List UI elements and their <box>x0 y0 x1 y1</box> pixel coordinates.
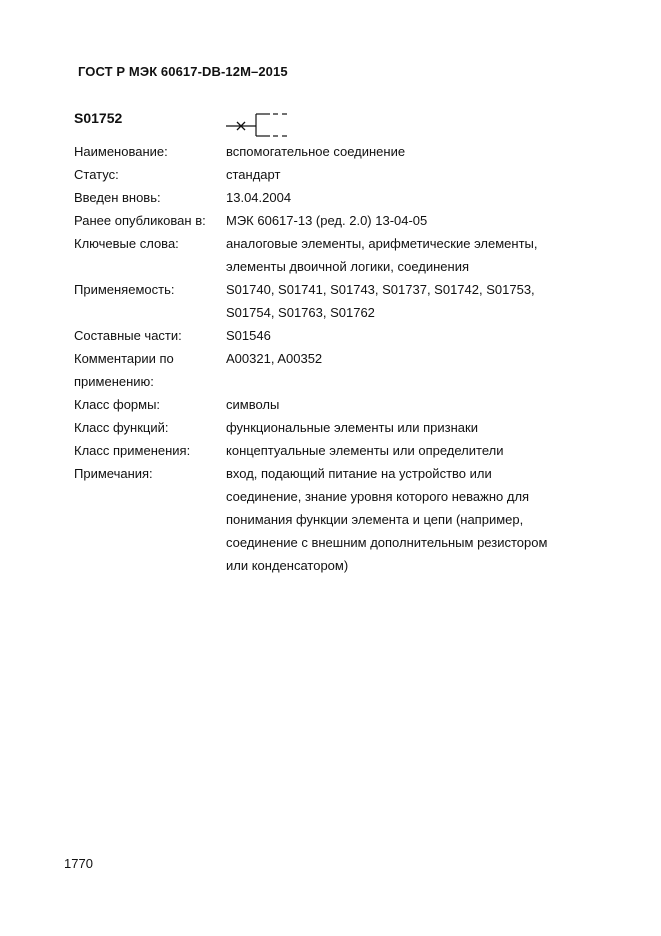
attr-value <box>226 232 594 278</box>
attr-value-line: символы <box>226 397 280 412</box>
attr-value-line: понимания функции элемента и цепи (например, <box>226 512 524 527</box>
attr-value <box>226 439 594 462</box>
attr-value-line: соединение, знание уровня которого неважно для <box>226 489 530 504</box>
document-standard-header: ГОСТ Р МЭК 60617-DB-12M–2015 <box>78 64 288 79</box>
attr-value-line: элементы двоичной логики, соединения <box>226 259 470 274</box>
attr-label: Статус: <box>74 167 119 182</box>
auxiliary-connection-symbol-icon <box>226 108 296 140</box>
attr-value <box>226 209 594 232</box>
attr-row-introduced <box>74 186 594 209</box>
attr-row-notes <box>74 462 594 577</box>
attr-value <box>226 462 594 577</box>
attr-value <box>226 370 594 393</box>
attr-row-components <box>74 324 594 347</box>
attr-row-applicability <box>74 278 594 324</box>
attr-value-line: функциональные элементы или признаки <box>226 420 478 435</box>
attr-label: Класс формы: <box>74 397 161 412</box>
page-number: 1770 <box>64 856 93 871</box>
attr-label: Класс функций: <box>74 420 169 435</box>
attr-label: Ключевые слова: <box>74 236 179 251</box>
attr-row-function-class <box>74 416 594 439</box>
attr-value-line: концептуальные элементы или определители <box>226 443 504 458</box>
attr-value-line: МЭК 60617-13 (ред. 2.0) 13-04-05 <box>226 213 428 228</box>
attr-value <box>226 140 594 163</box>
attr-label: Комментарии по <box>74 351 174 366</box>
attr-value-line: стандарт <box>226 167 281 182</box>
attr-value <box>226 278 594 324</box>
attr-row-application-class <box>74 439 594 462</box>
attr-row-published <box>74 209 594 232</box>
attr-row-name <box>74 140 594 163</box>
attr-value <box>226 393 594 416</box>
attr-row-status <box>74 163 594 186</box>
attr-value <box>226 186 594 209</box>
attr-value-line: аналоговые элементы, арифметические элементы, <box>226 236 538 251</box>
attr-label: Ранее опубликован в: <box>74 213 206 228</box>
attr-value <box>226 347 594 370</box>
entry-code: S01752 <box>74 110 123 126</box>
attr-row-comments <box>74 347 594 370</box>
attr-value-line: или конденсатором) <box>226 558 349 573</box>
attr-value-line: 13.04.2004 <box>226 190 292 205</box>
attr-label: Составные части: <box>74 328 182 343</box>
attr-row-comments-cont <box>74 370 594 393</box>
attr-label: Применяемость: <box>74 282 175 297</box>
attr-label: Введен вновь: <box>74 190 161 205</box>
attr-value-line: S01740, S01741, S01743, S01737, S01742, S01753, <box>226 282 535 297</box>
attr-label: Класс применения: <box>74 443 191 458</box>
attribute-table <box>74 140 594 577</box>
attr-row-form-class <box>74 393 594 416</box>
attr-value <box>226 163 594 186</box>
attr-value-line: вход, подающий питание на устройство или <box>226 466 492 481</box>
attr-value-line: вспомогательное соединение <box>226 144 406 159</box>
attr-value-line: S01546 <box>226 328 271 343</box>
attr-label: применению: <box>74 374 154 389</box>
attr-value <box>226 324 594 347</box>
attr-value-line: соединение с внешним дополнительным резистором <box>226 535 548 550</box>
attr-label: Примечания: <box>74 466 153 481</box>
attr-value-line: S01754, S01763, S01762 <box>226 305 375 320</box>
attr-label: Наименование: <box>74 144 168 159</box>
attr-row-keywords <box>74 232 594 278</box>
attr-value-line: A00321, A00352 <box>226 351 323 366</box>
attr-value <box>226 416 594 439</box>
